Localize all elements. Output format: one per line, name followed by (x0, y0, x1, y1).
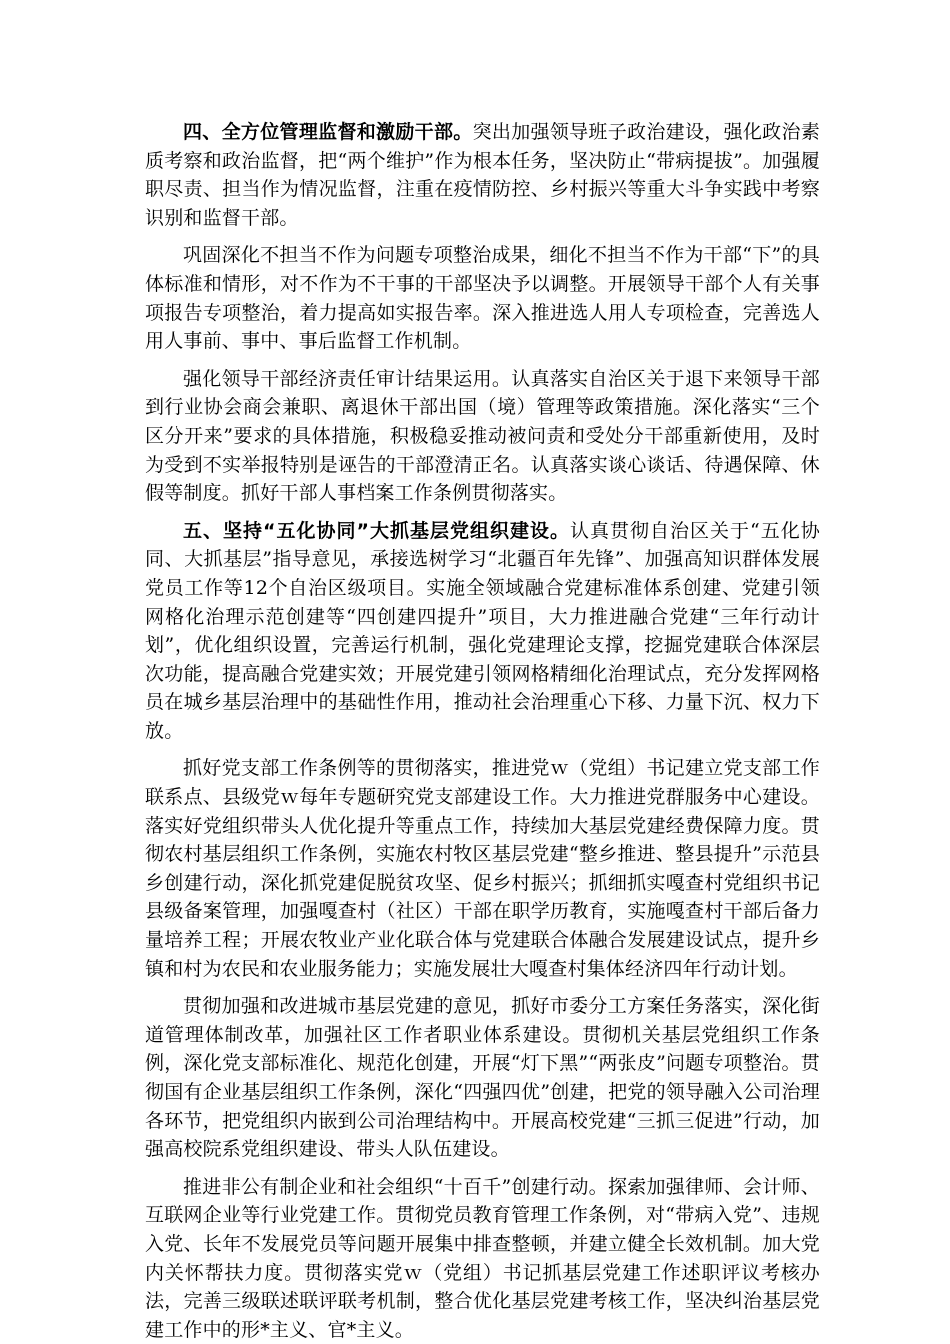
paragraph-section-four (145, 118, 820, 232)
paragraph-text: 推进非公有制企业和社会组织“十百千”创建行动。探索加强律师、会计师、互联网企业等行业党建工作。贯彻党员教育管理工作条例，对“带病入党”、违规入党、长年不发展党员等问题开展集中排查整顿，并建立健全长效机制。加大党内关怀帮扶力度。贯彻落实党ｗ（党组）书记抓基层党建工作述职评议考核办法，完善三级联述联评联考机制，整合优化基层党建考核工作，坚决纠治基层党建工作中的形*主义、官*主义。 (145, 1175, 820, 1341)
paragraph (145, 241, 820, 355)
paragraph-text: 贯彻加强和改进城市基层党建的意见，抓好市委分工方案任务落实，深化街道管理体制改革，加强社区工作者职业体系建设。贯彻机关基层党组织工作条例，深化党支部标准化、规范化创建，开展“灯下黑”“两张皮”问题专项整治。贯彻国有企业基层组织工作条例，深化“四强四优”创建，把党的领导融入公司治理各环节，把党组织内嵌到公司治理结构中。开展高校党建“三抓三促进”行动，加强高校院系党组织建设、带头人队伍建设。 (145, 995, 820, 1161)
paragraph (145, 992, 820, 1164)
paragraph (145, 754, 820, 983)
paragraph-section-five (145, 517, 820, 746)
paragraph-text: 巩固深化不担当不作为问题专项整治成果，细化不担当不作为干部“下”的具体标准和情形，对不作为不干事的干部坚决予以调整。开展领导干部个人有关事项报告专项整治，着力提高如实报告率。深入推进选人用人专项检查，完善选人用人事前、事中、事后监督工作机制。 (145, 244, 820, 353)
paragraph (145, 365, 820, 508)
section-four-heading: 四、全方位管理监督和激励干部。 (183, 121, 473, 143)
paragraph-text: 抓好党支部工作条例等的贯彻落实，推进党ｗ（党组）书记建立党支部工作联系点、县级党ｗ每年专题研究党支部建设工作。大力推进党群服务中心建设。落实好党组织带头人优化提升等重点工作，持续加大基层党建经费保障力度。贯彻农村基层组织工作条例，实施农村牧区基层党建“整乡推进、整县提升”示范县乡创建行动，深化抓党建促脱贫攻坚、促乡村振兴；抓细抓实嘎查村党组织书记县级备案管理，加强嘎查村（社区）干部在职学历教育，实施嘎查村干部后备力量培养工程；开展农牧业产业化联合体与党建联合体融合发展建设试点，提升乡镇和村为农民和农业服务能力；实施发展壮大嘎查村集体经济四年行动计划。 (145, 757, 820, 980)
paragraph-text: 突出加强领导班子政治建设，强化政治素质考察和政治监督，把“两个维护”作为根本任务，坚决防止“带病提拔”。加强履职尽责、担当作为情况监督，注重在疫情防控、乡村振兴等重大斗争实践中考察识别和监督干部。 (145, 121, 820, 229)
paragraph-text: 认真贯彻自治区关于“五化协同、大抓基层”指导意见，承接选树学习“北疆百年先锋”、加强高知识群体发展党员工作等12个自治区级项目。实施全领域融合党建标准体系创建、党建引领网格化治理示范创建等“四创建四提升”项目，大力推进融合党建“三年行动计划”，优化组织设置，完善运行机制，强化党建理论支撑，挖掘党建联合体深层次功能，提高融合党建实效；开展党建引领网格精细化治理试点，充分发挥网格员在城乡基层治理中的基础性作用，推动社会治理重心下移、力量下沉、权力下放。 (145, 519, 820, 742)
paragraph (145, 1173, 820, 1344)
paragraph-text: 强化领导干部经济责任审计结果运用。认真落实自治区关于退下来领导干部到行业协会商会兼职、离退休干部出国（境）管理等政策措施。深化落实“三个区分开来”要求的具体措施，积极稳妥推动被问责和受处分干部重新使用，及时为受到不实举报特别是诬告的干部澄清正名。认真落实谈心谈话、待遇保障、休假等制度。抓好干部人事档案工作条例贯彻落实。 (145, 367, 820, 505)
section-five-heading: 五、坚持“五化协同”大抓基层党组织建设。 (183, 519, 571, 542)
